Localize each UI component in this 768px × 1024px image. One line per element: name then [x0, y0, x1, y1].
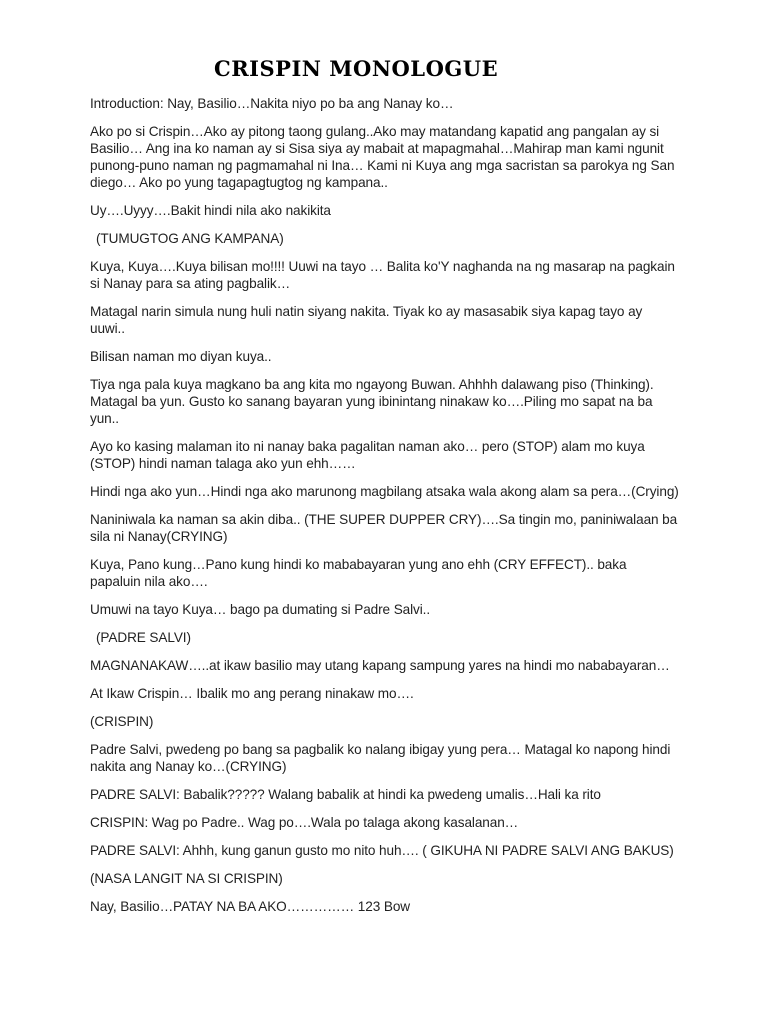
paragraph: Bilisan naman mo diyan kuya.. [90, 349, 272, 364]
stage-direction: (NASA LANGIT NA SI CRISPIN) [90, 871, 283, 886]
document-body [90, 95, 680, 926]
paragraph: MAGNANAKAW…..at ikaw basilio may utang kapang sampung yares na hindi mo nababayaran… [90, 658, 670, 673]
stage-direction: (PADRE SALVI) [96, 630, 191, 645]
dialogue-line: PADRE SALVI: Babalik????? Walang babalik at hindi ka pwedeng umalis…Hali ka rito [90, 787, 601, 802]
paragraph: Umuwi na tayo Kuya… bago pa dumating si Padre Salvi.. [90, 602, 431, 617]
paragraph: Hindi nga ako yun…Hindi nga ako marunong magbilang atsaka wala akong alam sa pera…(Crying) [90, 484, 679, 499]
paragraph-introduction: Introduction: Nay, Basilio…Nakita niyo po ba ang Nanay ko… [90, 96, 454, 111]
stage-direction: (TUMUGTOG ANG KAMPANA) [96, 231, 284, 246]
paragraph: Tiya nga pala kuya magkano ba ang kita mo ngayong Buwan. Ahhhh dalawang piso (Thinking). Matagal ba yun. Gusto ko sanang bayaran yung ibinintang ninakaw ko….Piling mo sapat na ba yun.. [90, 377, 654, 426]
stage-direction: (CRISPIN) [90, 714, 154, 729]
page-title: CRISPIN MONOLOGUE [214, 56, 499, 81]
paragraph: Naniniwala ka naman sa akin diba.. (THE SUPER DUPPER CRY)….Sa tingin mo, paniniwalaan ba sila ni Nanay(CRYING) [90, 512, 678, 544]
paragraph: At Ikaw Crispin… Ibalik mo ang perang ninakaw mo…. [90, 686, 414, 701]
paragraph-closing: Nay, Basilio…PATAY NA BA AKO…………… 123 Bow [90, 899, 410, 914]
paragraph: Uy….Uyyy….Bakit hindi nila ako nakikita [90, 203, 331, 218]
dialogue-line: PADRE SALVI: Ahhh, kung ganun gusto mo nito huh…. ( GIKUHA NI PADRE SALVI ANG BAKUS) [90, 843, 674, 858]
paragraph-crispin-intro: Ako po si Crispin…Ako ay pitong taong gulang..Ako may matandang kapatid ang pangalan ay si Basilio… Ang ina ko naman ay si Sisa siya ay mabait at mapagmahal…Mahirap man kami ngunit punong-puno naman ng pagmamahal ni Ina… Kami ni Kuya ang mga sacristan sa parokya ng San diego… Ako po yung tagapagtugtog ng kampana.. [90, 124, 675, 190]
paragraph: Kuya, Kuya….Kuya bilisan mo!!!! Uuwi na tayo … Balita ko'Y naghanda na ng masarap na pagkain si Nanay para sa ating pagbalik… [90, 259, 675, 291]
paragraph: Kuya, Pano kung…Pano kung hindi ko mababayaran yung ano ehh (CRY EFFECT).. baka papaluin nila ako…. [90, 557, 627, 589]
paragraph: Matagal narin simula nung huli natin siyang nakita. Tiyak ko ay masasabik siya kapag tayo ay uuwi.. [90, 304, 643, 336]
paragraph: Ayo ko kasing malaman ito ni nanay baka pagalitan naman ako… pero (STOP) alam mo kuya (STOP) hindi naman talaga ako yun ehh…… [90, 439, 645, 471]
dialogue-line: CRISPIN: Wag po Padre.. Wag po….Wala po talaga akong kasalanan… [90, 815, 519, 830]
paragraph: Padre Salvi, pwedeng po bang sa pagbalik ko nalang ibigay yung pera… Matagal ko napong hindi nakita ang Nanay ko…(CRYING) [90, 742, 671, 774]
